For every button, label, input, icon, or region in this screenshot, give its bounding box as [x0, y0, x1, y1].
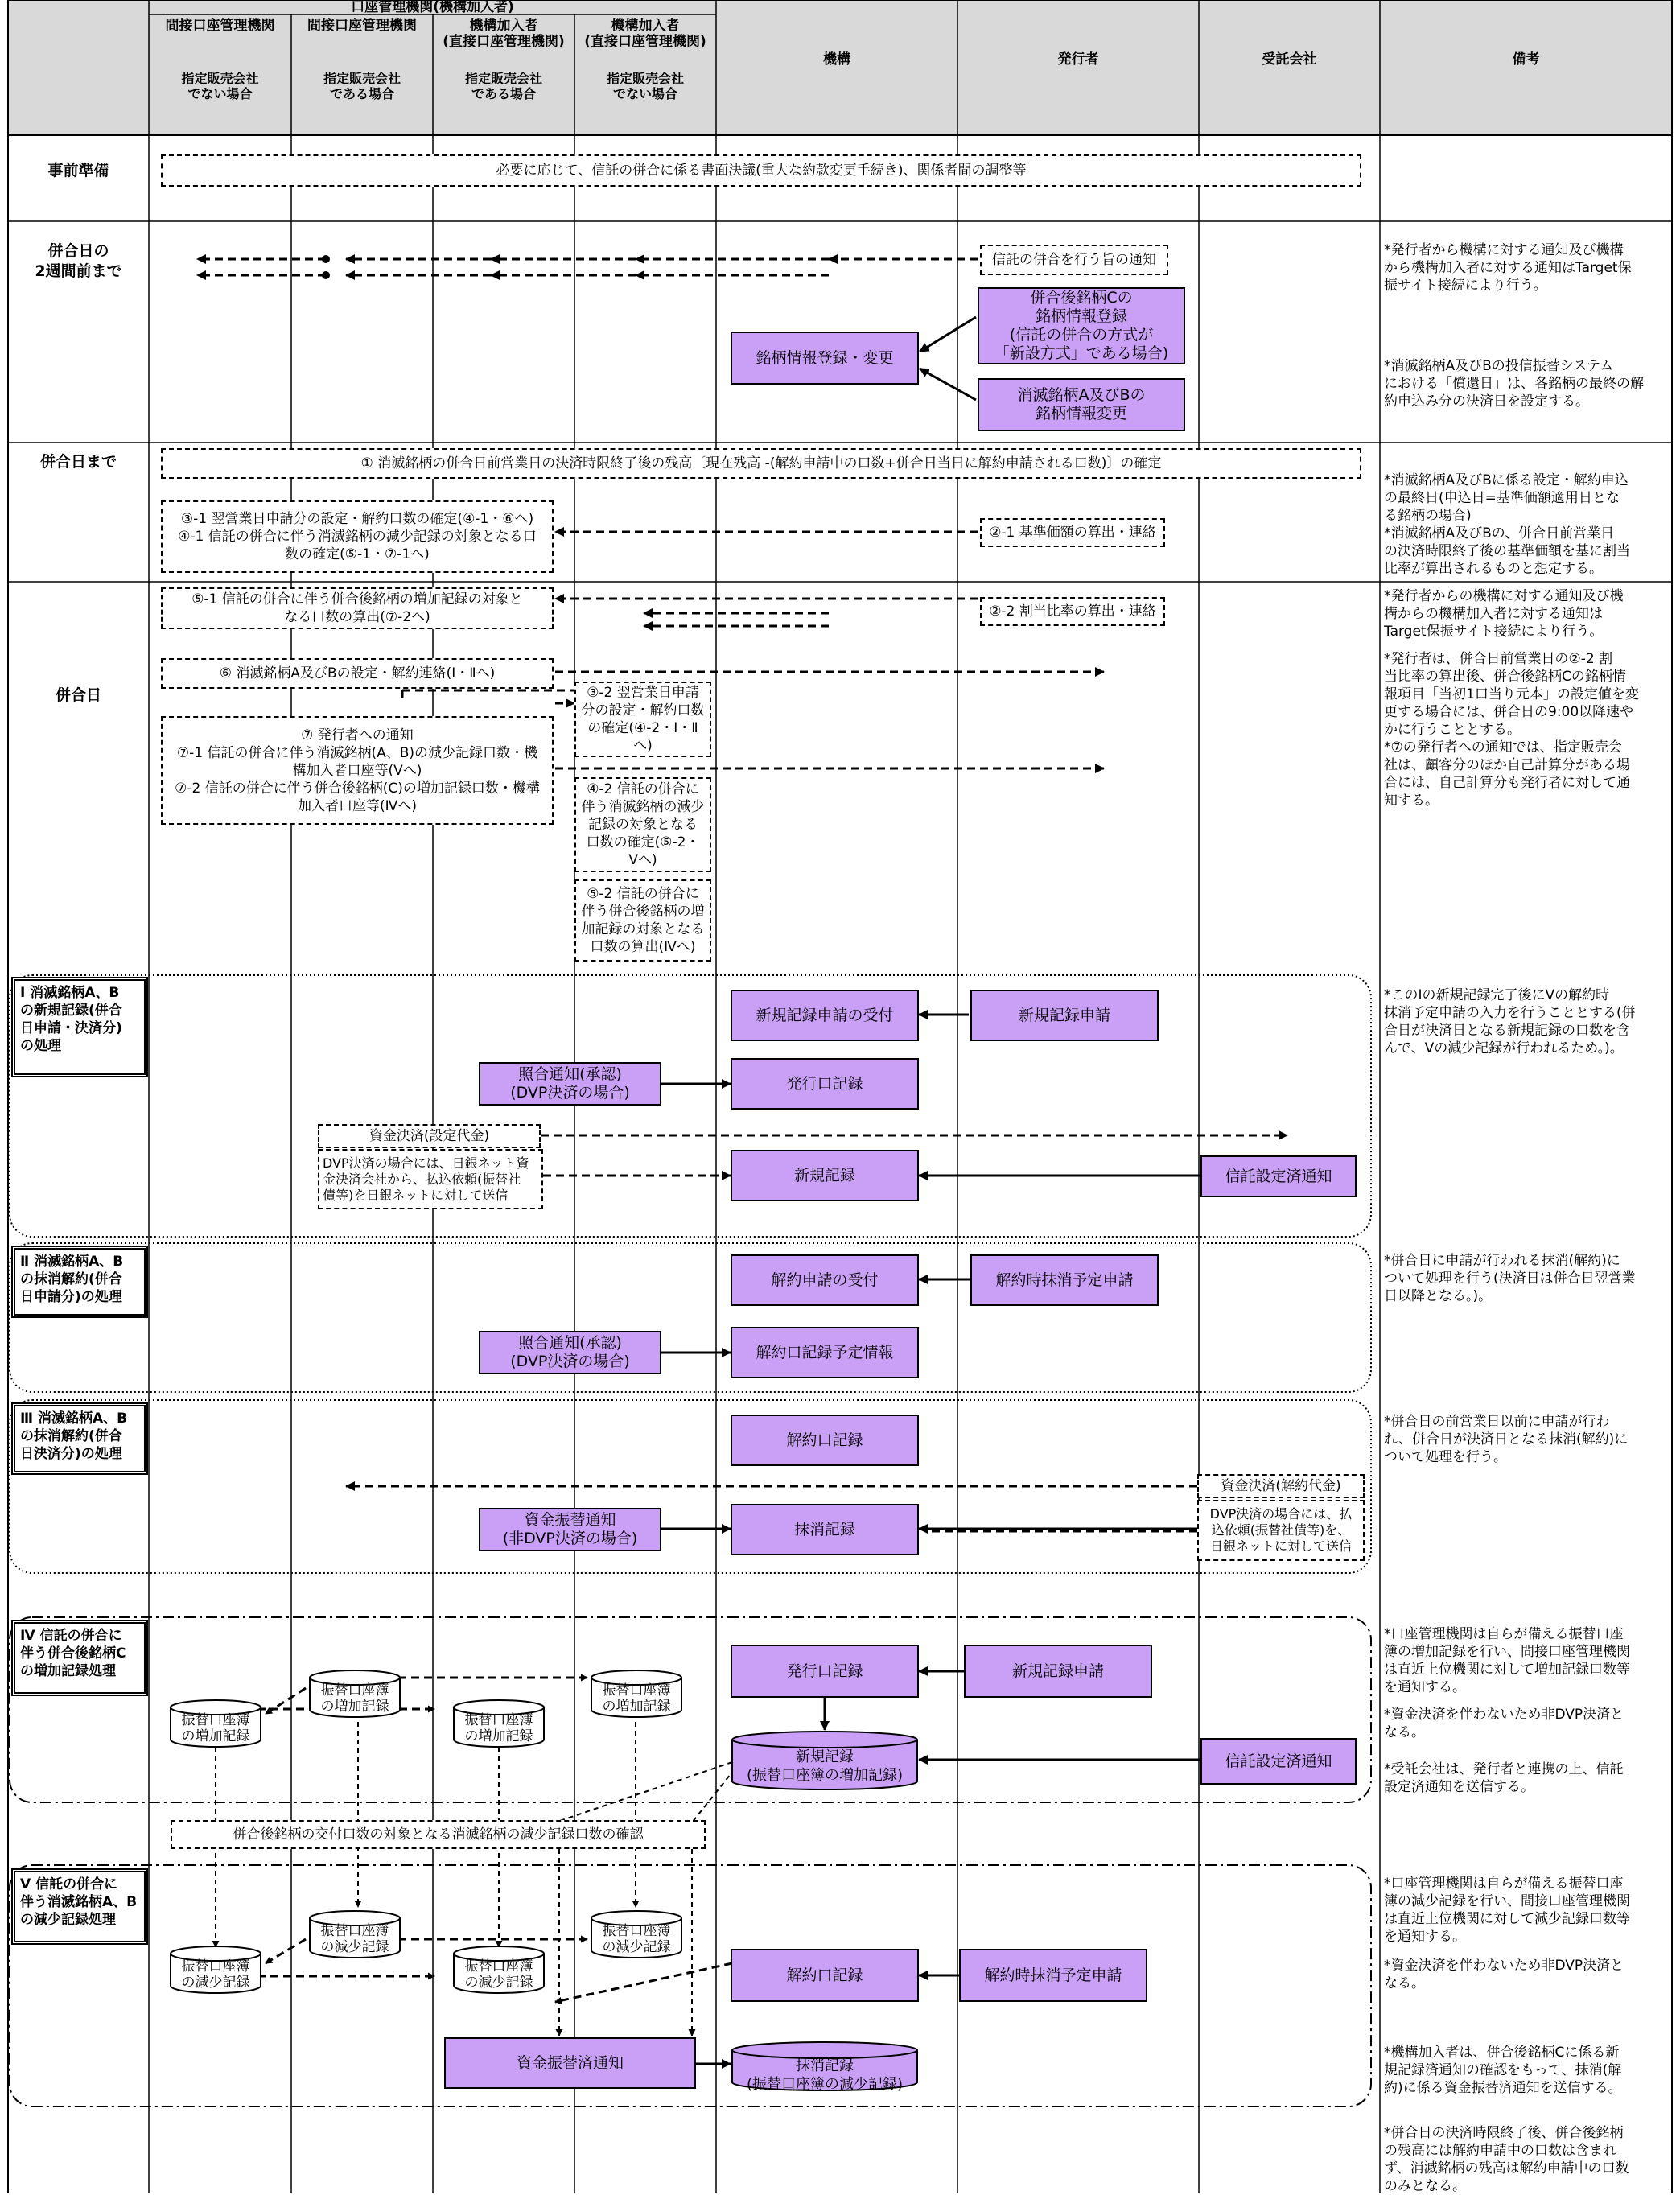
s2-apply-box: 解約時抹消予定申請: [970, 1254, 1159, 1306]
cylinder-dec-1: 振替口座簿 の減少記録: [181, 1958, 250, 1991]
note-11: *受託会社は、発行者と連携の上、信託 設定済通知を送信する。: [1384, 1761, 1624, 1795]
balance-confirm-box: ① 消滅銘柄の併合日前営業日の決済時限終了後の残高〔現在残高 -(解約申請中の口数+併合日当日に解約申請される口数)〕の確定: [161, 448, 1361, 479]
note-1: *発行者から機構に対する通知及び機構 から機構加入者に対する通知はTarget保 振サイト接続により行う。: [1384, 242, 1632, 294]
note-3: *消滅銘柄A及びBに係る設定・解約申込 の最終日(申込日=基準価額適用日とな る銘柄の場合) *消滅銘柄A及びBの、併合日前営業日 の決済時限終了後の基準価額を基に割当 比率が算出されるものと想定する。: [1384, 472, 1630, 577]
s3-erase-box: 抹消記録: [731, 1504, 919, 1555]
header-group-label: 口座管理機関(機構加入者): [351, 0, 514, 15]
section-3-label: Ⅲ 消滅銘柄A、B の抹消解約(併合 日決済分)の処理: [11, 1402, 148, 1475]
section-4-label: Ⅳ 信託の併合に 伴う併合後銘柄C の増加記録処理: [11, 1620, 148, 1696]
box-7: ⑦ 発行者への通知 ⑦-1 信託の併合に伴う消滅銘柄(A、B)の減少記録口数・機 構加入者口座等(Ⅴへ) ⑦-2 信託の併合に伴う併合後銘柄(C)の増加記録口数・機構 加入者口座等(Ⅳへ): [161, 716, 554, 825]
s4-apply-box: 新規記録申請: [964, 1645, 1152, 1698]
s1-fund-box: 資金決済(設定代金): [318, 1124, 541, 1148]
ab-change-box: 消滅銘柄A及びBの 銘柄情報変更: [978, 378, 1185, 431]
note-8: *併合日の前営業日以前に申請が行わ れ、併合日が決済日となる抹消(解約)に ついて処理を行う。: [1384, 1414, 1629, 1465]
s2-match-box: 照合通知(承認) (DVP決済の場合): [479, 1331, 661, 1374]
header-col4-title: 機構加入者 (直接口座管理機関): [584, 18, 706, 50]
note-10: *資金決済を伴わないため非DVP決済と なる。: [1384, 1707, 1624, 1740]
s4-trust-box: 信託設定済通知: [1200, 1738, 1357, 1785]
note-12: *口座管理機関は自らが備える振替口座 簿の減少記録を行い、間接口座管理機関 は直近上位機関に対して減少記録口数等 を通知する。: [1384, 1876, 1630, 1945]
note-4: *発行者からの機構に対する通知及び機 構からの機構加入者に対する通知は Target保振サイト接続により行う。: [1384, 588, 1624, 640]
box-2-2: ②-2 割当比率の算出・連絡: [980, 597, 1165, 626]
header-bikou: 備考: [1512, 51, 1540, 68]
note-13: *資金決済を伴わないため非DVP決済と なる。: [1384, 1958, 1624, 1991]
box-3-2: ③-2 翌営業日申請 分の設定・解約口数 の確定(④-2・Ⅰ・Ⅱ へ): [574, 682, 711, 757]
box-4-2: ④-2 信託の併合に 伴う消滅銘柄の減少 記録の対象となる 口数の確定(⑤-2・ Ⅴへ): [574, 777, 711, 872]
header-col3-sub: 指定販売会社 である場合: [464, 71, 542, 101]
cylinder-dec-2: 振替口座簿 の減少記録: [320, 1923, 389, 1955]
header-jutaku: 受託会社: [1262, 51, 1317, 68]
note-2: *消滅銘柄A及びBの投信振替システム における「償還日」は、各銘柄の最終の解 約申込み分の決済日を設定する。: [1384, 358, 1644, 410]
s5-erase-cylinder: 抹消記録 (振替口座簿の減少記録): [746, 2057, 904, 2093]
s1-accept-box: 新規記録申請の受付: [731, 990, 919, 1041]
note-5: *発行者は、併合日前営業日の②-2 割 当比率の算出後、併合後銘柄Cの銘柄情 報項目「当初1口当り元本」の設定値を変 更する場合には、併合日の9:00以降速や かに行うこととする。 *⑦の発行者への通知では、指定販売会 社は、顧客分のほか自己計算分がある場 合には、自己計算分も発行者に対して通 知する。: [1384, 651, 1639, 809]
s1-match-box: 照合通知(承認) (DVP決済の場合): [479, 1062, 661, 1106]
s1-new-box: 新規記録: [731, 1150, 919, 1201]
phase-until-merge: 併合日まで: [39, 453, 117, 471]
box-6: ⑥ 消滅銘柄A及びBの設定・解約連絡(Ⅰ・Ⅱへ): [161, 658, 554, 689]
header-col4-sub: 指定販売会社 でない場合: [606, 71, 684, 101]
s1-apply-box: 新規記録申請: [970, 990, 1159, 1041]
s5-apply-box: 解約時抹消予定申請: [959, 1949, 1147, 2002]
box-5-1: ⑤-1 信託の併合に伴う併合後銘柄の増加記録の対象と なる口数の算出(⑦-2へ): [161, 587, 554, 629]
confirm-decrease-box: 併合後銘柄の交付口数の対象となる消滅銘柄の減少記録口数の確認: [171, 1820, 706, 1849]
header-col2-title: 間接口座管理機関: [307, 18, 417, 34]
cylinder-inc-4: 振替口座簿 の増加記録: [602, 1682, 671, 1715]
header-col3-title: 機構加入者 (直接口座管理機関): [443, 18, 565, 50]
s2-accept-box: 解約申請の受付: [731, 1254, 919, 1306]
cylinder-inc-2: 振替口座簿 の増加記録: [320, 1682, 389, 1715]
s3-record-box: 解約口記録: [731, 1415, 919, 1466]
s3-transfer-box: 資金振替通知 (非DVP決済の場合): [479, 1508, 661, 1551]
notice-box: 信託の併合を行う旨の通知: [980, 245, 1168, 275]
note-14: *機構加入者は、併合後銘柄Cに係る新 規記録済通知の確認をもって、抹消(解 約)に係る資金振替済通知を送信する。: [1384, 2045, 1622, 2096]
box-5-2: ⑤-2 信託の併合に 伴う併合後銘柄の増 加記録の対象となる 口数の算出(Ⅳへ): [574, 879, 711, 962]
s1-issue-box: 発行口記録: [731, 1058, 919, 1110]
c-register-box: 併合後銘柄Cの 銘柄情報登録 (信託の併合の方式が 「新設方式」である場合): [978, 287, 1185, 364]
s3-dvp-box: DVP決済の場合には、払 込依頼(振替社債等)を、 日銀ネットに対して送信: [1197, 1500, 1365, 1561]
note-6: *このⅠの新規記録完了後にⅤの解約時 抹消予定申請の入力を行うこととする(併 合日が決済日となる新規記録の口数を含 んで、Ⅴの減少記録が行われるため。)。: [1384, 987, 1636, 1056]
header-col1-title: 間接口座管理機関: [165, 18, 275, 34]
note-9: *口座管理機関は自らが備える振替口座 簿の増加記録を行い、間接口座管理機関 は直近上位機関に対して増加記録口数等 を通知する。: [1384, 1626, 1630, 1695]
header-kikou: 機構: [823, 51, 850, 68]
s3-fund-box: 資金決済(解約代金): [1197, 1474, 1365, 1498]
cylinder-inc-3: 振替口座簿 の増加記録: [464, 1712, 533, 1744]
cylinder-dec-4: 振替口座簿 の減少記録: [602, 1923, 671, 1955]
s4-issue-box: 発行口記録: [731, 1645, 919, 1698]
phase-two-weeks: 併合日の 2週間前まで: [35, 242, 122, 280]
phase-merge-day: 併合日: [55, 686, 101, 704]
header-hakkousha: 発行者: [1057, 51, 1099, 68]
phase-prep: 事前準備: [47, 162, 109, 179]
cylinder-inc-1: 振替口座簿 の増加記録: [181, 1712, 250, 1744]
box-3-1: ③-1 翌営業日申請分の設定・解約口数の確定(④-1・⑥へ) ④-1 信託の併合に伴う消滅銘柄の減少記録の対象となる口 数の確定(⑤-1・⑦-1へ): [161, 500, 554, 573]
note-15: *併合日の決済時限終了後、併合後銘柄 の残高には解約申請中の口数は含まれ ず、消滅銘柄の残高は解約申請中の口数 のみとなる。: [1384, 2125, 1629, 2194]
cylinder-dec-3: 振替口座簿 の減少記録: [464, 1958, 533, 1991]
note-7: *併合日に申請が行われる抹消(解約)に ついて処理を行う(決済日は併合日翌営業 日以降となる。)。: [1384, 1253, 1636, 1304]
section-5-label: Ⅴ 信託の併合に 伴う消滅銘柄A、B の減少記録処理: [11, 1868, 148, 1945]
s4-new-cylinder: 新規記録 (振替口座簿の増加記録): [746, 1748, 904, 1784]
s1-dvp-box: DVP決済の場合には、日銀ネット資 金決済会社から、払込依頼(振替社 債等)を日銀ネットに対して送信: [318, 1149, 543, 1209]
section-1-label: Ⅰ 消滅銘柄A、B の新規記録(併合 日申請・決済分) の処理: [11, 977, 148, 1077]
prep-note-box: 必要に応じて、信託の併合に係る書面決議(重大な約款変更手続き)、関係者間の調整等: [161, 154, 1361, 187]
section-2-label: Ⅱ 消滅銘柄A、B の抹消解約(併合 日申請分)の処理: [11, 1246, 148, 1318]
box-2-1: ②-1 基準価額の算出・連絡: [980, 518, 1165, 547]
header-col1-sub: 指定販売会社 でない場合: [181, 71, 259, 101]
issue-info-box: 銘柄情報登録・変更: [731, 332, 919, 385]
s5-record-box: 解約口記録: [731, 1949, 919, 2002]
header-col2-sub: 指定販売会社 である場合: [323, 71, 401, 101]
s1-trust-box: 信託設定済通知: [1200, 1155, 1357, 1197]
s2-plan-box: 解約口記録予定情報: [731, 1327, 919, 1378]
s5-transfer-box: 資金振替済通知: [444, 2037, 696, 2089]
